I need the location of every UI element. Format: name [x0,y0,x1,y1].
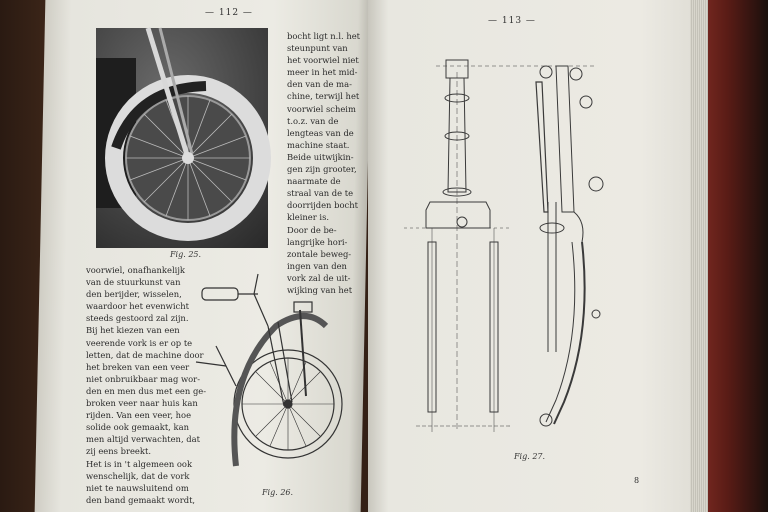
text-line: den en men dus met een ge- [86,385,207,396]
signature-mark: 8 [634,476,640,485]
text-line: voorwiel, onafhankelijk [86,265,185,275]
fig25-photo [96,28,268,248]
fig27-technical-drawing [396,52,626,442]
text-line: Door de be- [287,224,337,235]
text-line: wenschelijk, dat de vork [86,470,190,481]
text-line: niet onbruikbaar mag wor- [86,373,201,384]
text-line: zontale beweg- [287,248,352,259]
text-line: Het is in 't algemeen ook [86,458,193,469]
text-line: solide ook gemaakt, kan [86,422,189,433]
text-line: het breken van een veer [86,361,190,372]
text-line: t.o.z. van de [287,115,339,126]
text-line: bocht ligt n.l. het [287,31,361,41]
text-line: niet te nauwsluitend om [86,482,189,493]
text-line: veerende vork is er op te [86,337,193,348]
text-line: doorrijden bocht [287,200,358,211]
book-cover-edge [700,0,768,512]
text-line: vork zal de uit- [287,272,351,283]
text-line: broken veer naar huis kan [86,398,198,409]
text-line: men altijd verwachten, dat [86,434,200,445]
text-line: naarmate de [287,176,341,187]
fig26-drawing [196,266,354,484]
text-line: het voorwiel niet [287,55,359,66]
text-line: wijking van het [287,284,353,295]
page-number-left: — 112 — [205,8,253,18]
text-line: den van de ma- [287,79,352,90]
text-line: voorwiel scheim [287,103,356,114]
text-line: steunpunt van [287,43,348,54]
text-line: Bij het kiezen van een [86,325,180,336]
text-line: lengteas van de [287,127,354,138]
text-line: letten, dat de machine door [86,349,204,360]
text-line: gen zijn grooter, [287,164,357,175]
text-line: steeds gestoord zal zijn. [86,313,189,324]
text-line: den berijder, wisselen, [86,289,182,300]
left-page-bottom-column [86,264,207,506]
left-page-narrow-column [287,30,361,296]
text-line: zij eens breekt. [86,446,151,457]
fig25-caption: Fig. 25. [170,250,202,259]
text-line: kleiner is. [287,212,330,223]
text-line: rijden. Van een veer, hoe [86,410,192,421]
text-line: Beide uitwijkin- [287,151,354,162]
text-line: chine, terwijl het [287,91,360,102]
text-line: langrijke hori- [287,236,348,247]
page-number-right: — 113 — [488,16,536,26]
text-line: den band gemaakt wordt, [86,494,196,505]
fig26-caption: Fig. 26. [262,488,294,497]
text-line: van de stuurkunst van [86,277,181,288]
text-line: straal van de te [287,188,354,199]
motorcycle-front-wheel-photo [96,28,268,248]
text-line: waardoor het evenwicht [86,301,189,312]
text-line: machine staat. [287,139,350,150]
page-edges [690,0,708,512]
text-line: ingen van den [287,260,347,271]
text-line: meer in het mid- [287,67,358,78]
fig27-caption: Fig. 27. [514,452,546,461]
